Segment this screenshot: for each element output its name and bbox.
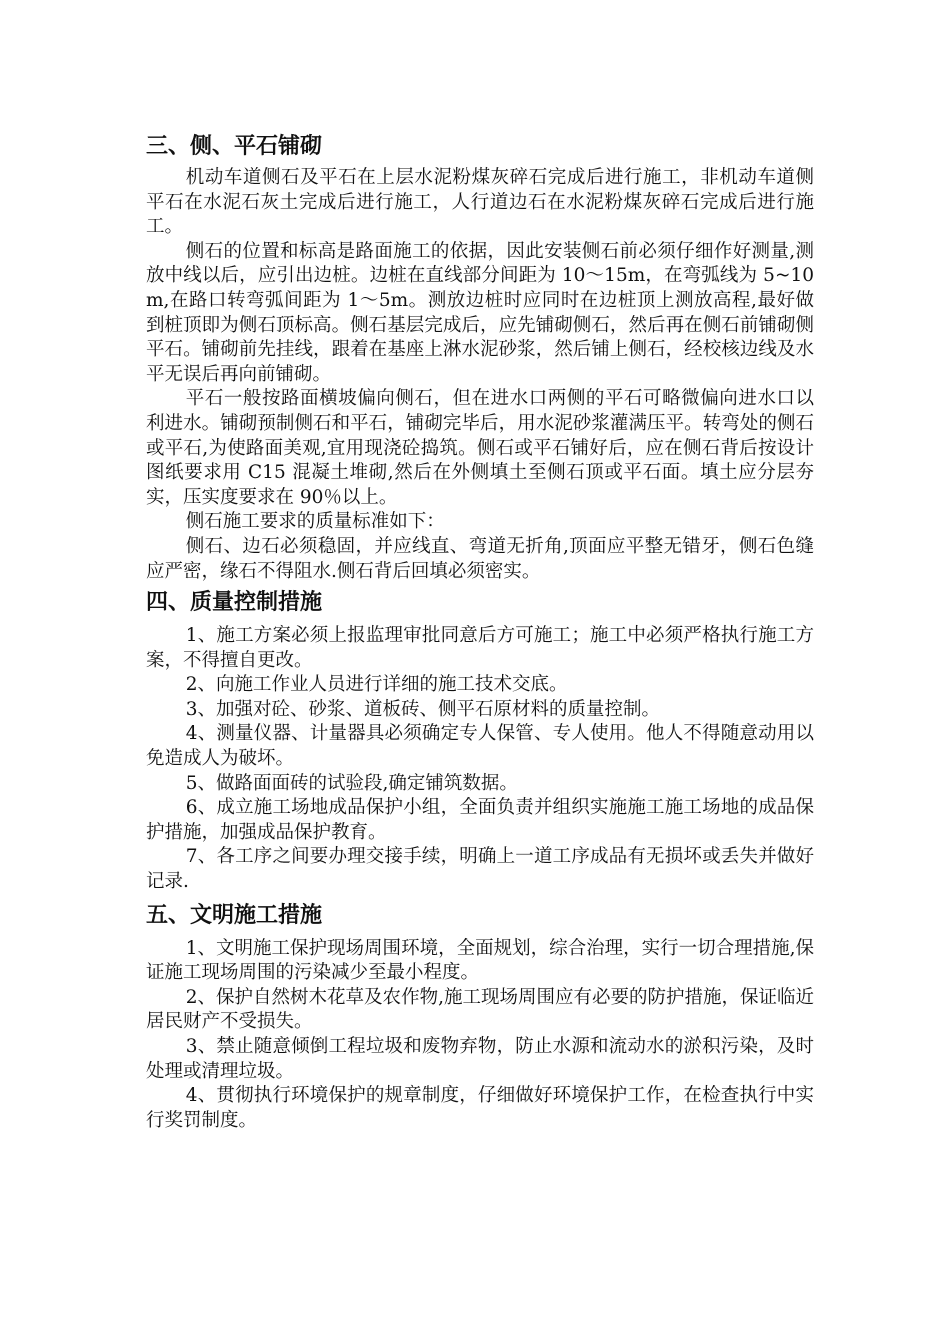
list-item: 3、加强对砼、砂浆、道板砖、侧平石原材料的质量控制。: [185, 698, 661, 720]
document-page: [146, 132, 814, 1133]
section-heading-civilized-construction: 五、文明施工措施: [146, 902, 323, 928]
list-item: 6、成立施工场地成品保护小组，全面负责并组织实施施工施工场地的成品保护措施，加强成品保护教育。: [146, 797, 814, 843]
list-item: 4、测量仪器、计量器具必须确定专人保管、专人使用。他人不得随意动用以免造成人为破坏。: [146, 723, 814, 770]
section-heading-side-stone-paving: 三、侧、平石铺砌: [146, 134, 323, 159]
paragraph: 平石一般按路面横坡偏向侧石，但在进水口两侧的平石可略微偏向进水口以利进水。铺砌预制侧石和平石，铺砌完毕后，用水泥砂浆灌满压平。转弯处的侧石或平石,为使路面美观,宜用现浇砼捣筑。侧石或平石铺好后，应在侧石背后按设计图纸要求用 C15 混凝土堆砌,然后在外侧填土至侧石顶或平石面。填土应分层夯实，压实度要求在 90％以上。: [146, 388, 814, 508]
list-item: 2、向施工作业人员进行详细的施工技术交底。: [185, 674, 568, 696]
paragraph: 侧石的位置和标高是路面施工的依据，因此安装侧石前必须仔细作好测量,测放中线以后，应引出边桩。边桩在直线部分间距为 10～15m，在弯弧线为 5~10m,在路口转弯弧间距为 1～5m。测放边桩时应同时在边桩顶上测放高程,最好做到桩顶即为侧石顶标高。侧石基层完成后，应先铺砌侧石，然后再在侧石前铺砌侧平石。铺砌前先挂线，跟着在基座上淋水泥砂浆，然后铺上侧石，经校核边线及水平无误后再向前铺砌。: [146, 240, 814, 385]
paragraph: 侧石施工要求的质量标准如下：: [185, 511, 445, 533]
list-item: 7、各工序之间要办理交接手续，明确上一道工序成品有无损坏或丢失并做好记录.: [146, 846, 814, 893]
list-item: 5、做路面面砖的试验段,确定铺筑数据。: [185, 772, 518, 794]
paragraph: 侧石、边石必须稳固，并应线直、弯道无折角,顶面应平整无错牙，侧石色缝应严密，缘石不得阻水.侧石背后回填必须密实。: [146, 535, 814, 582]
list-item: 1、文明施工保护现场周围环境，全面规划，综合治理，实行一切合理措施,保证施工现场周围的污染减少至最小程度。: [146, 937, 814, 984]
paragraph: 机动车道侧石及平石在上层水泥粉煤灰碎石完成后进行施工，非机动车道侧平石在水泥石灰土完成后进行施工，人行道边石在水泥粉煤灰碎石完成后进行施工。: [146, 167, 814, 238]
list-item: 2、保护自然树木花草及农作物,施工现场周围应有必要的防护措施，保证临近居民财产不受损失。: [146, 986, 814, 1033]
list-item: 1、施工方案必须上报监理审批同意后方可施工；施工中必须严格执行施工方案，不得擅自更改。: [146, 625, 814, 671]
list-item: 3、禁止随意倾倒工程垃圾和废物弃物，防止水源和流动水的淤积污染，及时处理或清理垃圾。: [146, 1036, 814, 1082]
list-item: 4、贯彻执行环境保护的规章制度，仔细做好环境保护工作，在检查执行中实行奖罚制度。: [146, 1085, 814, 1131]
section-heading-quality-control: 四、质量控制措施: [146, 590, 323, 616]
